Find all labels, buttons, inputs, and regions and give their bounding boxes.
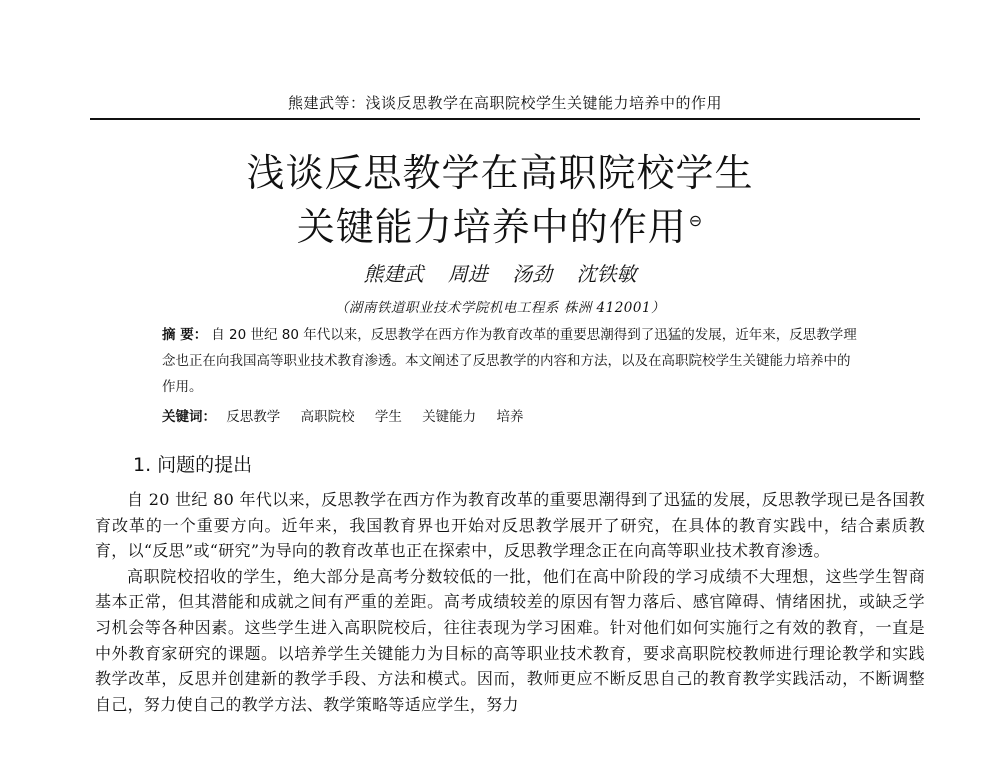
keywords-label: 关键词： (162, 409, 216, 425)
article-title-text-1: 浅谈反思教学在高职院校学生 (246, 151, 754, 195)
paragraph: 高职院校招收的学生，绝大部分是高考分数较低的一批，他们在高中阶段的学习成绩不大理想，这些学生智商基本正常，但其潜能和成就之间有严重的差距。高考成绩较差的原因有智力落后、感官障碍、情绪困扰，或缺乏学习机会等各种因素。这些学生进入高职院校后，往往表现为学习困难。针对他们如何实施行之有效的教育，一直是中外教育家研究的课题。以培养学生关键能力为目标的高等职业技术教育，要求高职院校教师进行理论教学和实践教学改革，反思并创建新的教学手段、方法和模式。因而，教师更应不断反思自己的教育教学实践活动，不断调整自己，努力使自己的教学方法、教学策略等适应学生，努力 (95, 566, 925, 714)
keyword: 高职院校 (300, 409, 355, 425)
keyword: 培养 (496, 409, 524, 425)
keyword: 学生 (374, 409, 402, 425)
abstract-text: 自 20 世纪 80 年代以来，反思教学在西方作为教育改革的重要思潮得到了迅猛的发展，近年来，反思教学理念也正在向我国高等职业技术教育渗透。本文阐述了反思教学的内容和方法，以及在高职院校学生关键能力培养中的作用。 (162, 327, 857, 395)
author-list: 熊建武 周进 汤劲 沈铁敏 (363, 262, 637, 286)
header-rule (90, 118, 920, 120)
author-affiliation: （湖南铁道职业技术学院机电工程系 株洲 412001） (334, 300, 666, 316)
keyword: 关键能力 (422, 409, 477, 425)
footnote-mark[interactable]: ⊖ (688, 211, 704, 231)
article-title-text-2: 关键能力培养中的作用 (296, 205, 687, 249)
keywords (162, 405, 862, 425)
body-text (95, 487, 925, 717)
keyword: 反思教学 (226, 409, 281, 425)
paragraph: 自 20 世纪 80 年代以来，反思教学在西方作为教育改革的重要思潮得到了迅猛的发展，反思教学现已是各国教育改革的一个重要方向。近年来，我国教育界也开始对反思教学展开了研究，在具体的教育实践中，结合素质教育，以“反思”或“研究”为导向的教育改革也正在探索中，反思教学理念正在向高等职业技术教育渗透。 (95, 490, 925, 561)
running-header: 熊建武等：浅谈反思教学在高职院校学生关键能力培养中的作用 (287, 94, 722, 112)
article-title-line-1 (0, 142, 1000, 197)
abstract-label: 摘 要： (162, 327, 208, 343)
section-heading: 1. 问题的提出 (133, 454, 253, 476)
article-title-line-2 (0, 196, 1000, 251)
abstract (162, 322, 862, 400)
